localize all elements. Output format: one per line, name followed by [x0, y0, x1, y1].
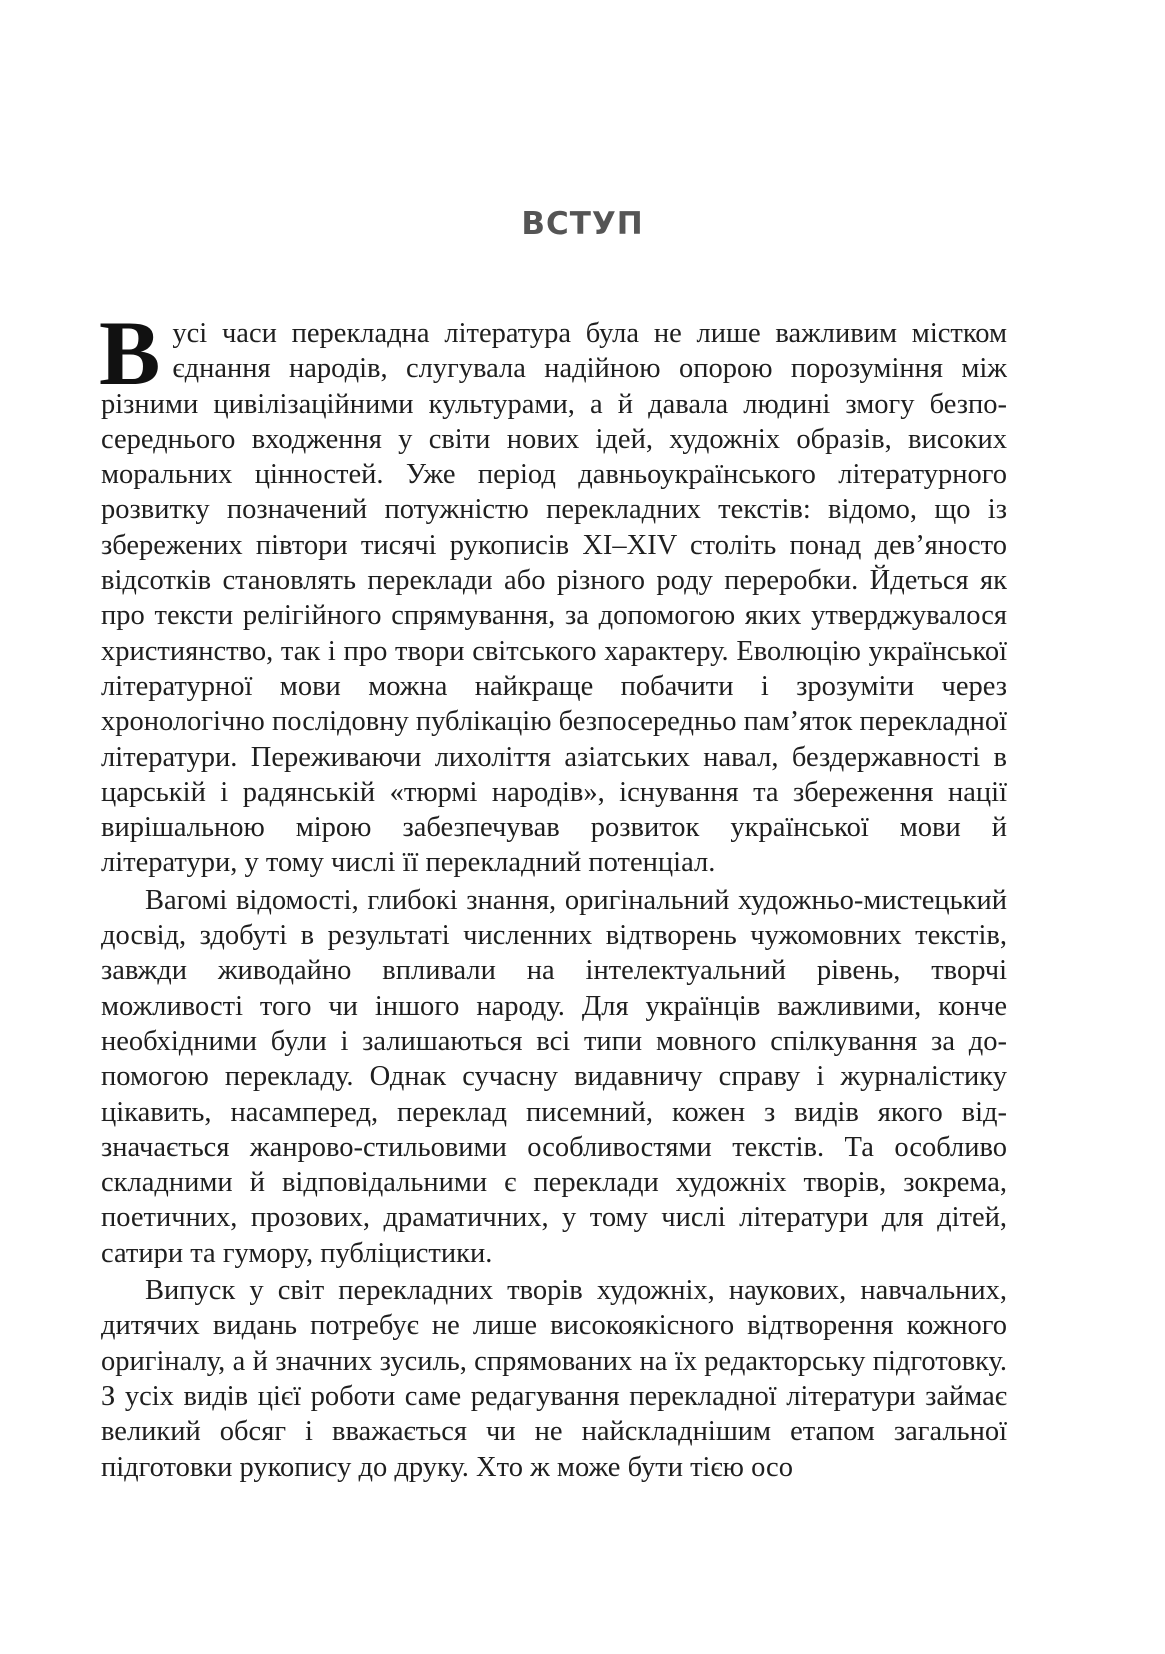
chapter-heading: ВСТУП — [521, 206, 644, 242]
drop-cap-letter: В — [99, 302, 161, 404]
paragraph-2: Вагомі відомості, глибокі знання, оригінальний художньо-мистецький досвід, здобуті в результаті численних відтворень чужомовних текстів, завжди живодайно впливали на інтелектуальний рівень, творчі можливості того чи іншого народу. Для українців важливими, конче необхідними були і залишаються всі типи мовного спілкування за допомогою перекладу. Однак сучасну видавничу справу і журналістику цікавить, насамперед, переклад писемний, кожен з видів якого відзначається жанрово-стильовими особливостями текстів. Та особливо складними й відповідальними є переклади художніх творів, зокрема, поетичних, прозових, драматичних, у тому числі літератури для дітей, сатири та гумору, публіцистики. — [101, 884, 1007, 1269]
intro-paragraph — [99, 302, 1007, 881]
intro-paragraph-text: усі часи перекладна література була не лише важливим містком єднання народів, слугувала надійною опорою порозуміння між різними цивілізаційними культурами, а й давала людині змогу безпосереднього входження у світи нових ідей, художніх образів, високих моральних цінностей. Уже період давньоукраїнського літературного розвитку позначений потужністю перекладних текстів: відомо, що із збережених півтори тисячі рукописів XI–XIV століть понад дев’яносто відсотків становлять переклади або різного роду переробки. Йдеться як про тексти релігійного спрямування, за допомогою яких утверджувалося християнство, так і про твори світського характеру. Еволюцію української літературної мови можна найкраще побачити і зрозуміти через хронологічно послідовну публікацію безпосередньо пам’яток перекладної літератури. Переживаючи лихоліття азіатських навал, бездержавності в царській і радянській «тюрмі народів», існування та збереження нації вирішальною мірою забезпечував розвиток української мови й літератури, у тому числі її перекладний потенціал. — [101, 318, 1007, 879]
paragraph-3: Випуск у світ перекладних творів художніх, наукових, навчальних, дитячих видань потребує не лише високоякісного відтворення кожного оригіналу, а й значних зусиль, спрямованих на їх редакторську підготовку. З усіх видів цієї роботи саме редагування перекладної літератури займає великий обсяг і вважається чи не найскладнішим етапом загальної підготовки рукопису до друку. Хто ж може бути тією осо — [101, 1275, 1007, 1483]
body-text — [99, 302, 1007, 1485]
